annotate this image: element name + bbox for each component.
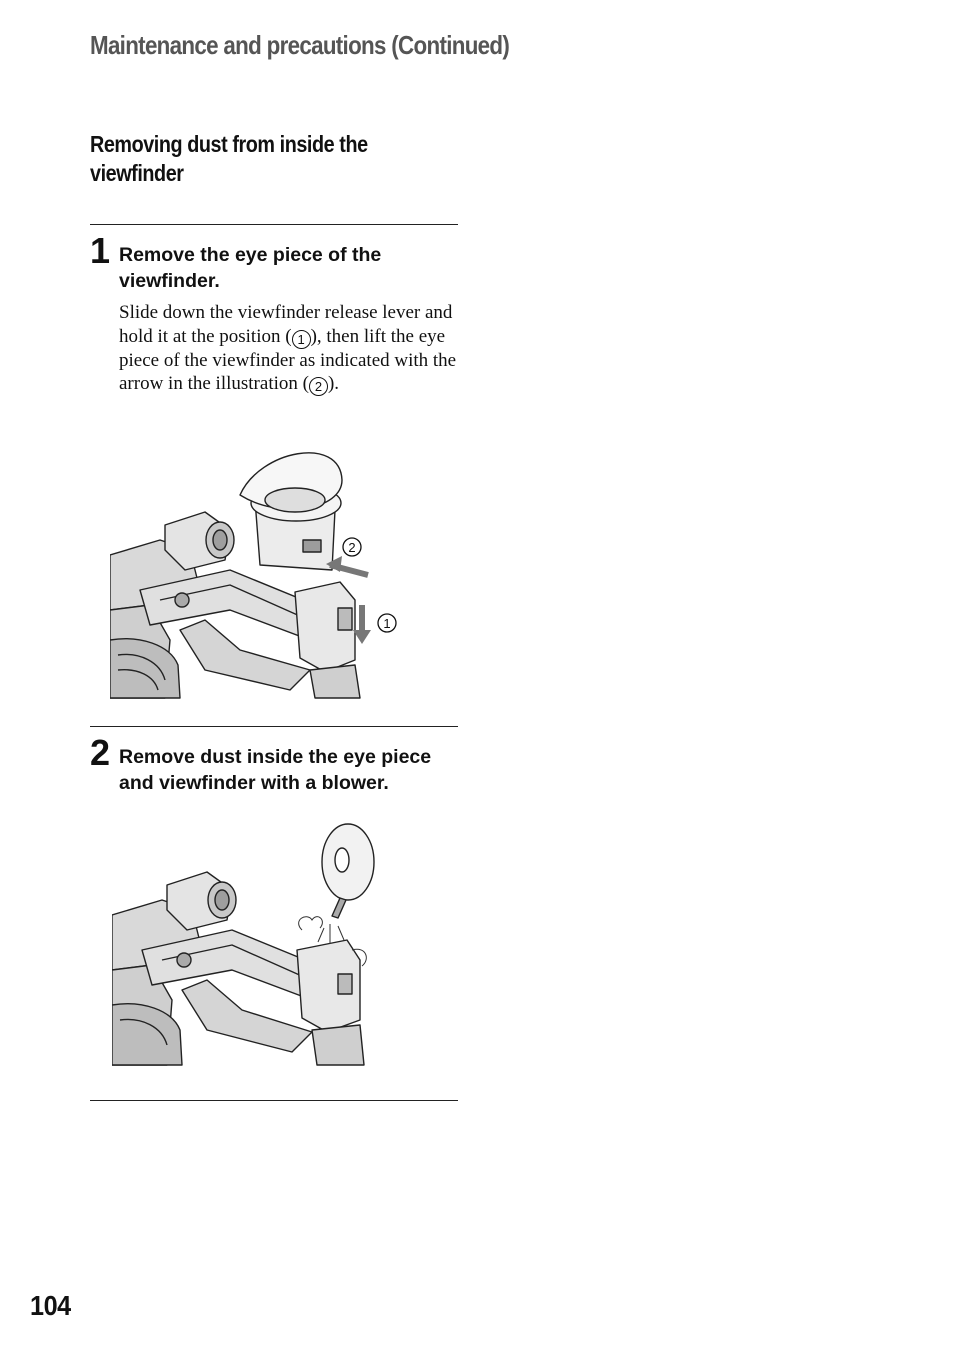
step-1-body-text: ). [327, 373, 340, 395]
illustration-remove-eyepiece [110, 440, 410, 702]
divider-top [90, 224, 458, 225]
circled-marker-2: 2 [309, 377, 328, 396]
divider-bottom [90, 1100, 458, 1101]
step-1-heading: Remove the eye piece of the viewfinder. [119, 244, 382, 292]
page-number: 104 [30, 1290, 71, 1321]
step-2-heading: Remove dust inside the eye piece and viewfinder with a blower. [119, 746, 432, 794]
running-header: Maintenance and precautions (Continued) [90, 30, 510, 60]
step-1-number: 1 [90, 230, 111, 271]
callout-2: 2 [348, 540, 356, 555]
step-2-number: 2 [90, 732, 111, 773]
step-1-body-text: ), then lift the eye piece of the viewfinder as indicated with the arrow in the illustration ( [119, 325, 457, 395]
callout-1: 1 [383, 616, 391, 631]
divider-middle [90, 726, 458, 727]
section-title: Removing dust from inside the viewfinder [90, 131, 368, 186]
step-1-body [119, 301, 464, 396]
illustration-blower [112, 820, 392, 1070]
step-1-body-text: Slide down the viewfinder release lever and hold it at the position ( [119, 302, 453, 347]
circled-marker-1: 1 [292, 330, 311, 349]
